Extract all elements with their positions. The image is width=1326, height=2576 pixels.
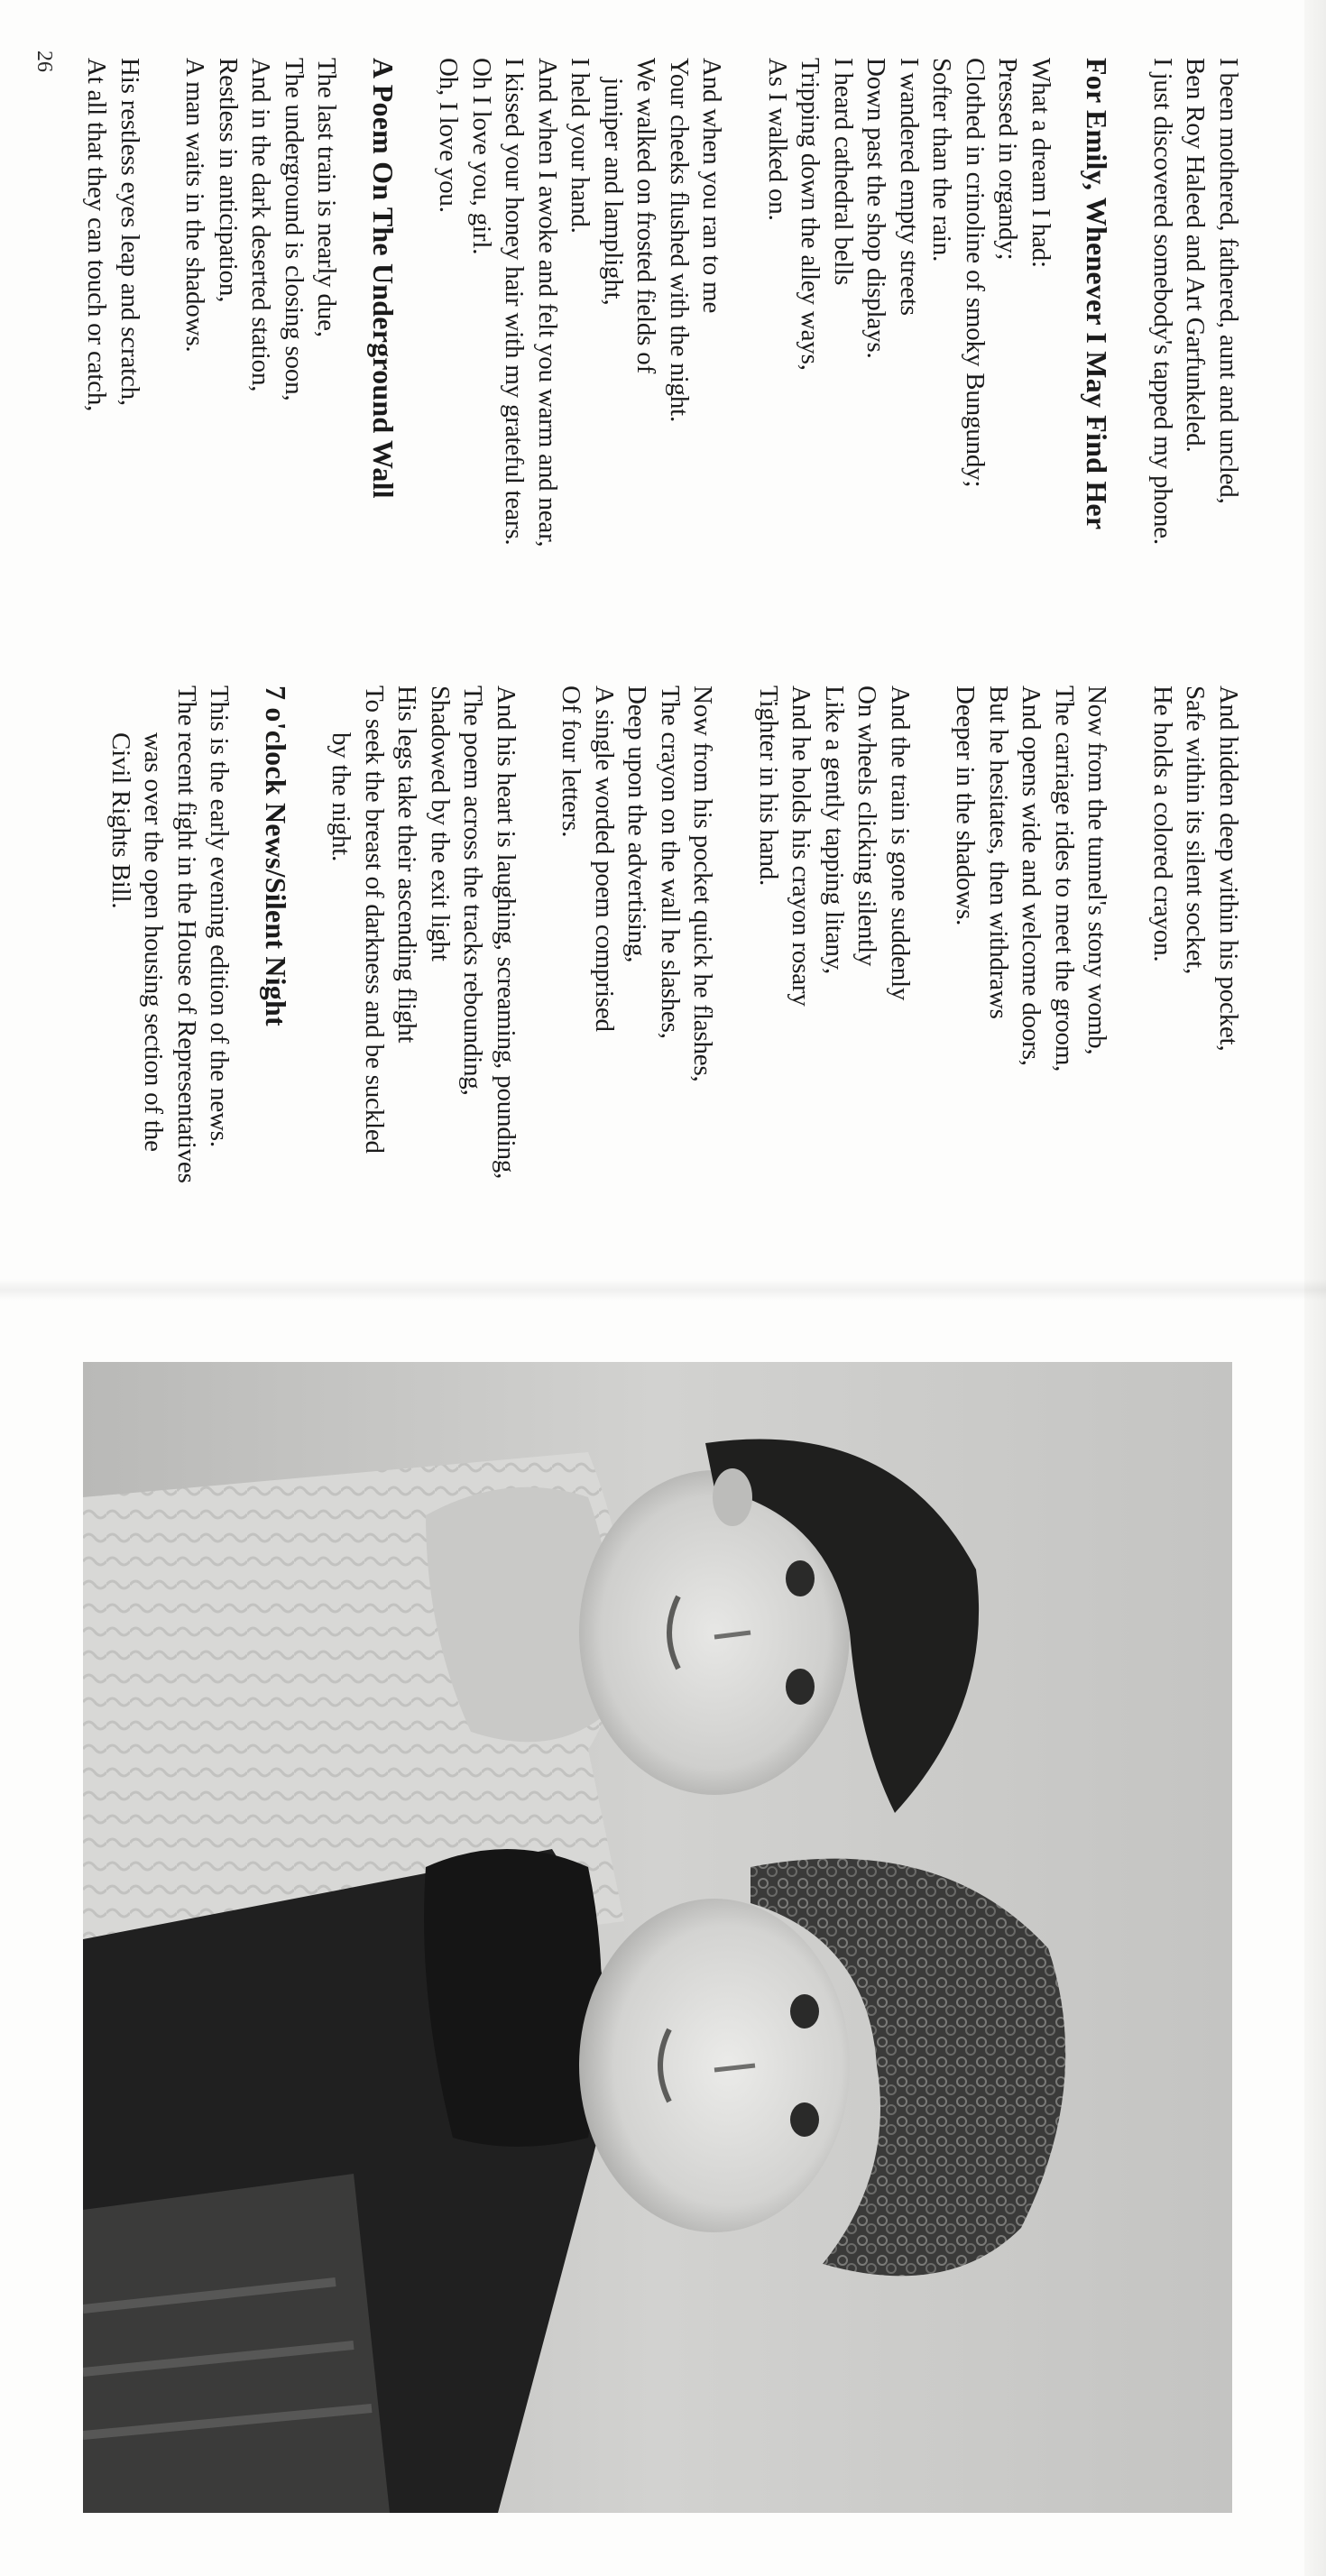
lyric-line: Civil Rights Bill.: [106, 732, 135, 909]
lyrics-page: [27, 36, 1263, 1272]
lyric-line: And he holds his crayon rosary: [787, 685, 816, 1007]
underground-stanza-2: [80, 58, 146, 635]
lyric-line: And in the dark deserted station,: [246, 58, 276, 392]
lyric-line: Oh I love you, girl.: [467, 58, 496, 255]
lyric-line: And when I awoke and felt you warm and near,: [533, 58, 562, 547]
lyric-line: The poem across the tracks rebounding,: [458, 685, 488, 1096]
lyric-line: juniper and lamplight,: [599, 78, 628, 306]
lyric-line: I kissed your honey hair with my grateful tears.: [500, 58, 529, 546]
underground-stanza-6: [555, 685, 720, 1263]
lyric-line: A single worded poem comprised: [590, 685, 619, 1032]
emily-stanza-2: [432, 58, 729, 635]
lyric-line: To seek the breast of darkness and be suckled: [360, 685, 389, 1154]
lyric-line: I been mothered, fathered, aunt and uncled,: [1214, 58, 1243, 504]
lyric-line: I heard cathedral bells: [829, 58, 858, 286]
lyric-line: Clothed in crinoline of smoky Bungundy;: [961, 58, 990, 488]
lyric-line: And when you ran to me: [697, 58, 727, 314]
lyric-line: Tighter in his hand.: [754, 685, 783, 887]
lyric-line: Ben Roy Haleed and Art Garfunkeled.: [1181, 58, 1211, 453]
lyric-line: We walked on frosted fields of: [631, 58, 661, 374]
underground-stanza-7: [325, 685, 522, 1263]
lyric-line: Down past the shop displays.: [861, 58, 891, 359]
lyric-line: And his heart is laughing, screaming, pounding,: [492, 685, 520, 1180]
lyric-line: I wandered empty streets: [895, 58, 924, 316]
page-number: 26: [32, 51, 56, 72]
lyric-line: Now from his pocket quick he flashes,: [688, 685, 718, 1082]
lyric-line: On wheels clicking silently: [852, 685, 882, 967]
lyric-line: Shadowed by the exit light: [426, 685, 455, 961]
lyric-line: His legs take their ascending flight: [392, 685, 422, 1044]
underground-stanza-4: [949, 685, 1114, 1263]
song-title-news: 7 o'clock News/Silent Night: [260, 685, 292, 1026]
lyric-line: by the night.: [327, 732, 356, 862]
lyric-line: And the train is gone suddenly: [886, 685, 915, 1001]
lyric-line: Pressed in organdy;: [993, 58, 1023, 261]
lyrics-column-right: [72, 685, 1246, 1263]
lyric-line: But he hesitates, then withdraws: [984, 685, 1013, 1019]
lyric-line: Of four letters.: [557, 685, 586, 838]
emily-stanza-1: [761, 58, 1058, 635]
lyric-line: Like a gently tapping litany,: [820, 685, 849, 975]
lyric-line: The recent fight in the House of Representatives: [172, 685, 201, 1183]
intro-stanza: [1146, 58, 1246, 635]
underground-stanza-1: [179, 58, 344, 635]
underground-stanza-5: [752, 685, 917, 1263]
lyrics-column-left: [48, 58, 1245, 635]
lyric-line: And hidden deep within his pocket,: [1214, 685, 1243, 1052]
booklet-fold: [0, 1279, 1326, 1301]
lyric-line: Tripping down the alley ways,: [796, 58, 825, 371]
lyric-line: Restless in anticipation,: [214, 58, 243, 303]
song-title-underground: A Poem On The Underground Wall: [367, 58, 400, 499]
lyric-line: At all that they can touch or catch,: [82, 58, 112, 412]
portrait-photo-art: [83, 1362, 1232, 2513]
lyric-line: I held your hand.: [566, 58, 595, 234]
lyric-line: Softer than the rain.: [927, 58, 957, 262]
news-stanza: [105, 685, 236, 1263]
lyric-line: As I walked on.: [763, 58, 792, 221]
underground-stanza-3: [1146, 685, 1246, 1263]
lyric-line: Deep upon the advertising,: [622, 685, 652, 963]
lyric-line: A man waits in the shadows.: [180, 58, 210, 353]
lyric-line: The underground is closing soon,: [280, 58, 308, 401]
lyric-line: This is the early evening edition of the news.: [205, 685, 235, 1147]
lyric-line: His restless eyes leap and scratch,: [115, 58, 144, 406]
lyric-line: He holds a colored crayon.: [1148, 685, 1177, 962]
lyric-line: The crayon on the wall he slashes,: [656, 685, 685, 1039]
lyric-line: Your cheeks flushed with the night.: [665, 58, 694, 423]
lyric-line: And opens wide and welcome doors,: [1017, 685, 1046, 1066]
lyric-line: The last train is nearly due,: [312, 58, 342, 337]
lyric-line: Oh, I love you.: [434, 58, 464, 213]
song-title-emily: For Emily, Whenever I May Find Her: [1081, 58, 1114, 530]
lyric-line: The carriage rides to meet the groom,: [1050, 685, 1079, 1072]
lyric-line: Now from the tunnel's stony womb,: [1082, 685, 1112, 1055]
portrait-photo: [83, 1362, 1232, 2513]
lyric-line: Safe within its silent socket,: [1181, 685, 1211, 975]
lyric-line: was over the open housing section of the: [139, 732, 169, 1152]
lyric-line: What a dream I had:: [1027, 58, 1055, 268]
lyric-line: Deeper in the shadows.: [951, 685, 981, 926]
lyric-line: I just discovered somebody's tapped my phone.: [1148, 58, 1177, 545]
